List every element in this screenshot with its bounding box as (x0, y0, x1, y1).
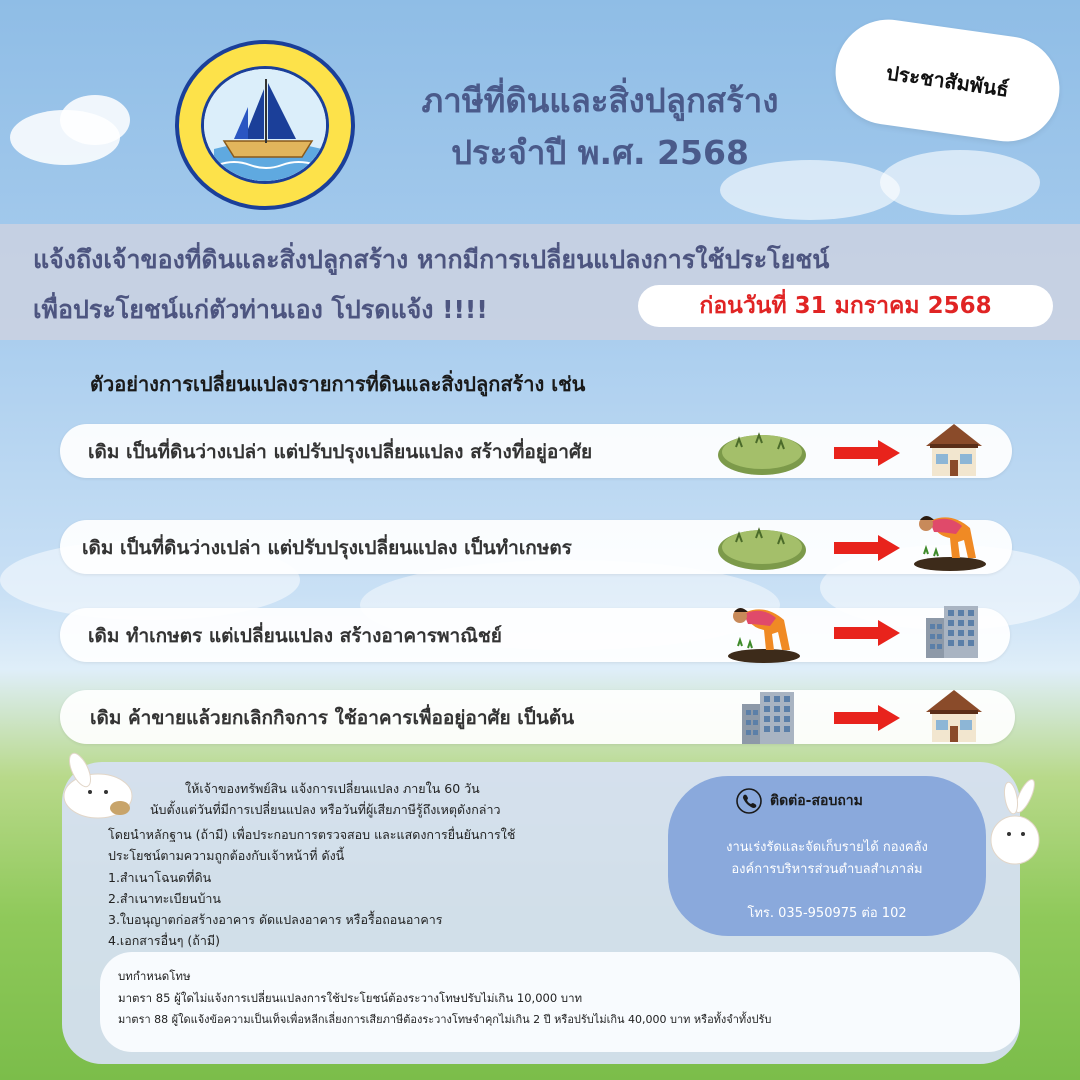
page-title (380, 75, 820, 179)
announcement-badge-label: ประชาสัมพันธ์ (884, 60, 1011, 101)
vacant-land-icon (716, 425, 808, 477)
contact-box (668, 776, 986, 936)
contact-phone: โทร. 035-950975 ต่อ 102 (747, 906, 907, 921)
instruction-line: ประโยชน์ตามความถูกต้องกับเจ้าหน้าที่ ดังนี้ (108, 848, 345, 863)
announcement-badge (829, 13, 1066, 148)
contact-title: ติดต่อ-สอบถาม (770, 793, 863, 809)
penalty-title: บทกำหนดโทษ (118, 969, 191, 983)
example-text: เดิม ค้าขายแล้วยกเลิกกิจการ ใช้อาคารเพื่ออยู่อาศัย เป็นต้น (90, 707, 575, 729)
penalty-box (100, 952, 1020, 1052)
contact-department: งานเร่งรัดและจัดเก็บรายได้ กองคลัง (726, 840, 928, 855)
notice-line-1: แจ้งถึงเจ้าของที่ดินและสิ่งปลูกสร้าง หากมีการเปลี่ยนแปลงการใช้ประโยชน์ (33, 245, 830, 274)
rabbit-decoration-icon (985, 778, 1055, 868)
instruction-line: โดยนำหลักฐาน (ถ้ามี) เพื่อประกอบการตรวจสอบ และแสดงการยื่นยันการใช้ (108, 827, 516, 842)
arrow-right-icon (834, 620, 900, 646)
cloud-decoration (60, 95, 130, 145)
ship-icon (204, 69, 329, 184)
example-text: เดิม เป็นที่ดินว่างเปล่า แต่ปรับปรุงเปลี่ยนแปลง เป็นทำเกษตร (82, 537, 572, 559)
penalty-line: มาตรา 85 ผู้ใดไม่แจ้งการเปลี่ยนแปลงการใช้ประโยชน์ต้องระวางโทษปรับไม่เกิน 10,000 บาท (118, 991, 583, 1005)
phone-icon (736, 788, 762, 814)
arrow-right-icon (834, 535, 900, 561)
arrow-right-icon (834, 705, 900, 731)
penalty-line: มาตรา 88 ผู้ใดแจ้งข้อความเป็นเท็จเพื่อหลีกเลี่ยงการเสียภาษีต้องระวางโทษจำคุกไม่เกิน 2 ปี หรือปรับไม่เกิน 40,000 บาท หรือทั้งจำทั้งปรับ (118, 1013, 772, 1026)
contact-organization: องค์การบริหารส่วนตำบลสำเภาล่ม (731, 862, 923, 877)
contact-header (736, 788, 863, 814)
title-line-1: ภาษีที่ดินและสิ่งปลูกสร้าง (421, 81, 779, 120)
document-item: 3.ใบอนุญาตก่อสร้างอาคาร ดัดแปลงอาคาร หรือรื้อถอนอาคาร (108, 912, 443, 927)
organization-logo (175, 40, 355, 210)
document-item: 1.สำเนาโฉนดที่ดิน (108, 870, 212, 885)
building-icon (924, 604, 980, 658)
farmer-icon (726, 602, 804, 664)
examples-title: ตัวอย่างการเปลี่ยนแปลงรายการที่ดินและสิ่งปลูกสร้าง เช่น (90, 372, 586, 396)
arrow-right-icon (834, 440, 900, 466)
document-item: 4.เอกสารอื่นๆ (ถ้ามี) (108, 933, 220, 948)
cloud-decoration (880, 150, 1040, 215)
vacant-land-icon (716, 520, 808, 572)
house-icon (922, 420, 986, 478)
rabbit-decoration-icon (50, 752, 145, 822)
title-line-2: ประจำปี พ.ศ. 2568 (451, 133, 749, 172)
notice-line-2: เพื่อประโยชน์แก่ตัวท่านเอง โปรดแจ้ง !!!! (33, 295, 488, 324)
document-item: 2.สำเนาทะเบียนบ้าน (108, 891, 221, 906)
instruction-line: นับตั้งแต่วันที่มีการเปลี่ยนแปลง หรือวันที่ผู้เสียภาษีรู้ถึงเหตุดังกล่าว (150, 802, 501, 817)
house-icon (922, 686, 986, 744)
deadline-badge: ก่อนวันที่ 31 มกราคม 2568 (638, 285, 1053, 327)
instruction-line: ให้เจ้าของทรัพย์สิน แจ้งการเปลี่ยนแปลง ภายใน 60 วัน (185, 781, 480, 796)
farmer-icon (912, 510, 990, 572)
building-icon (740, 690, 796, 744)
example-text: เดิม เป็นที่ดินว่างเปล่า แต่ปรับปรุงเปลี่ยนแปลง สร้างที่อยู่อาศัย (88, 441, 593, 463)
example-text: เดิม ทำเกษตร แต่เปลี่ยนแปลง สร้างอาคารพาณิชย์ (88, 625, 502, 647)
